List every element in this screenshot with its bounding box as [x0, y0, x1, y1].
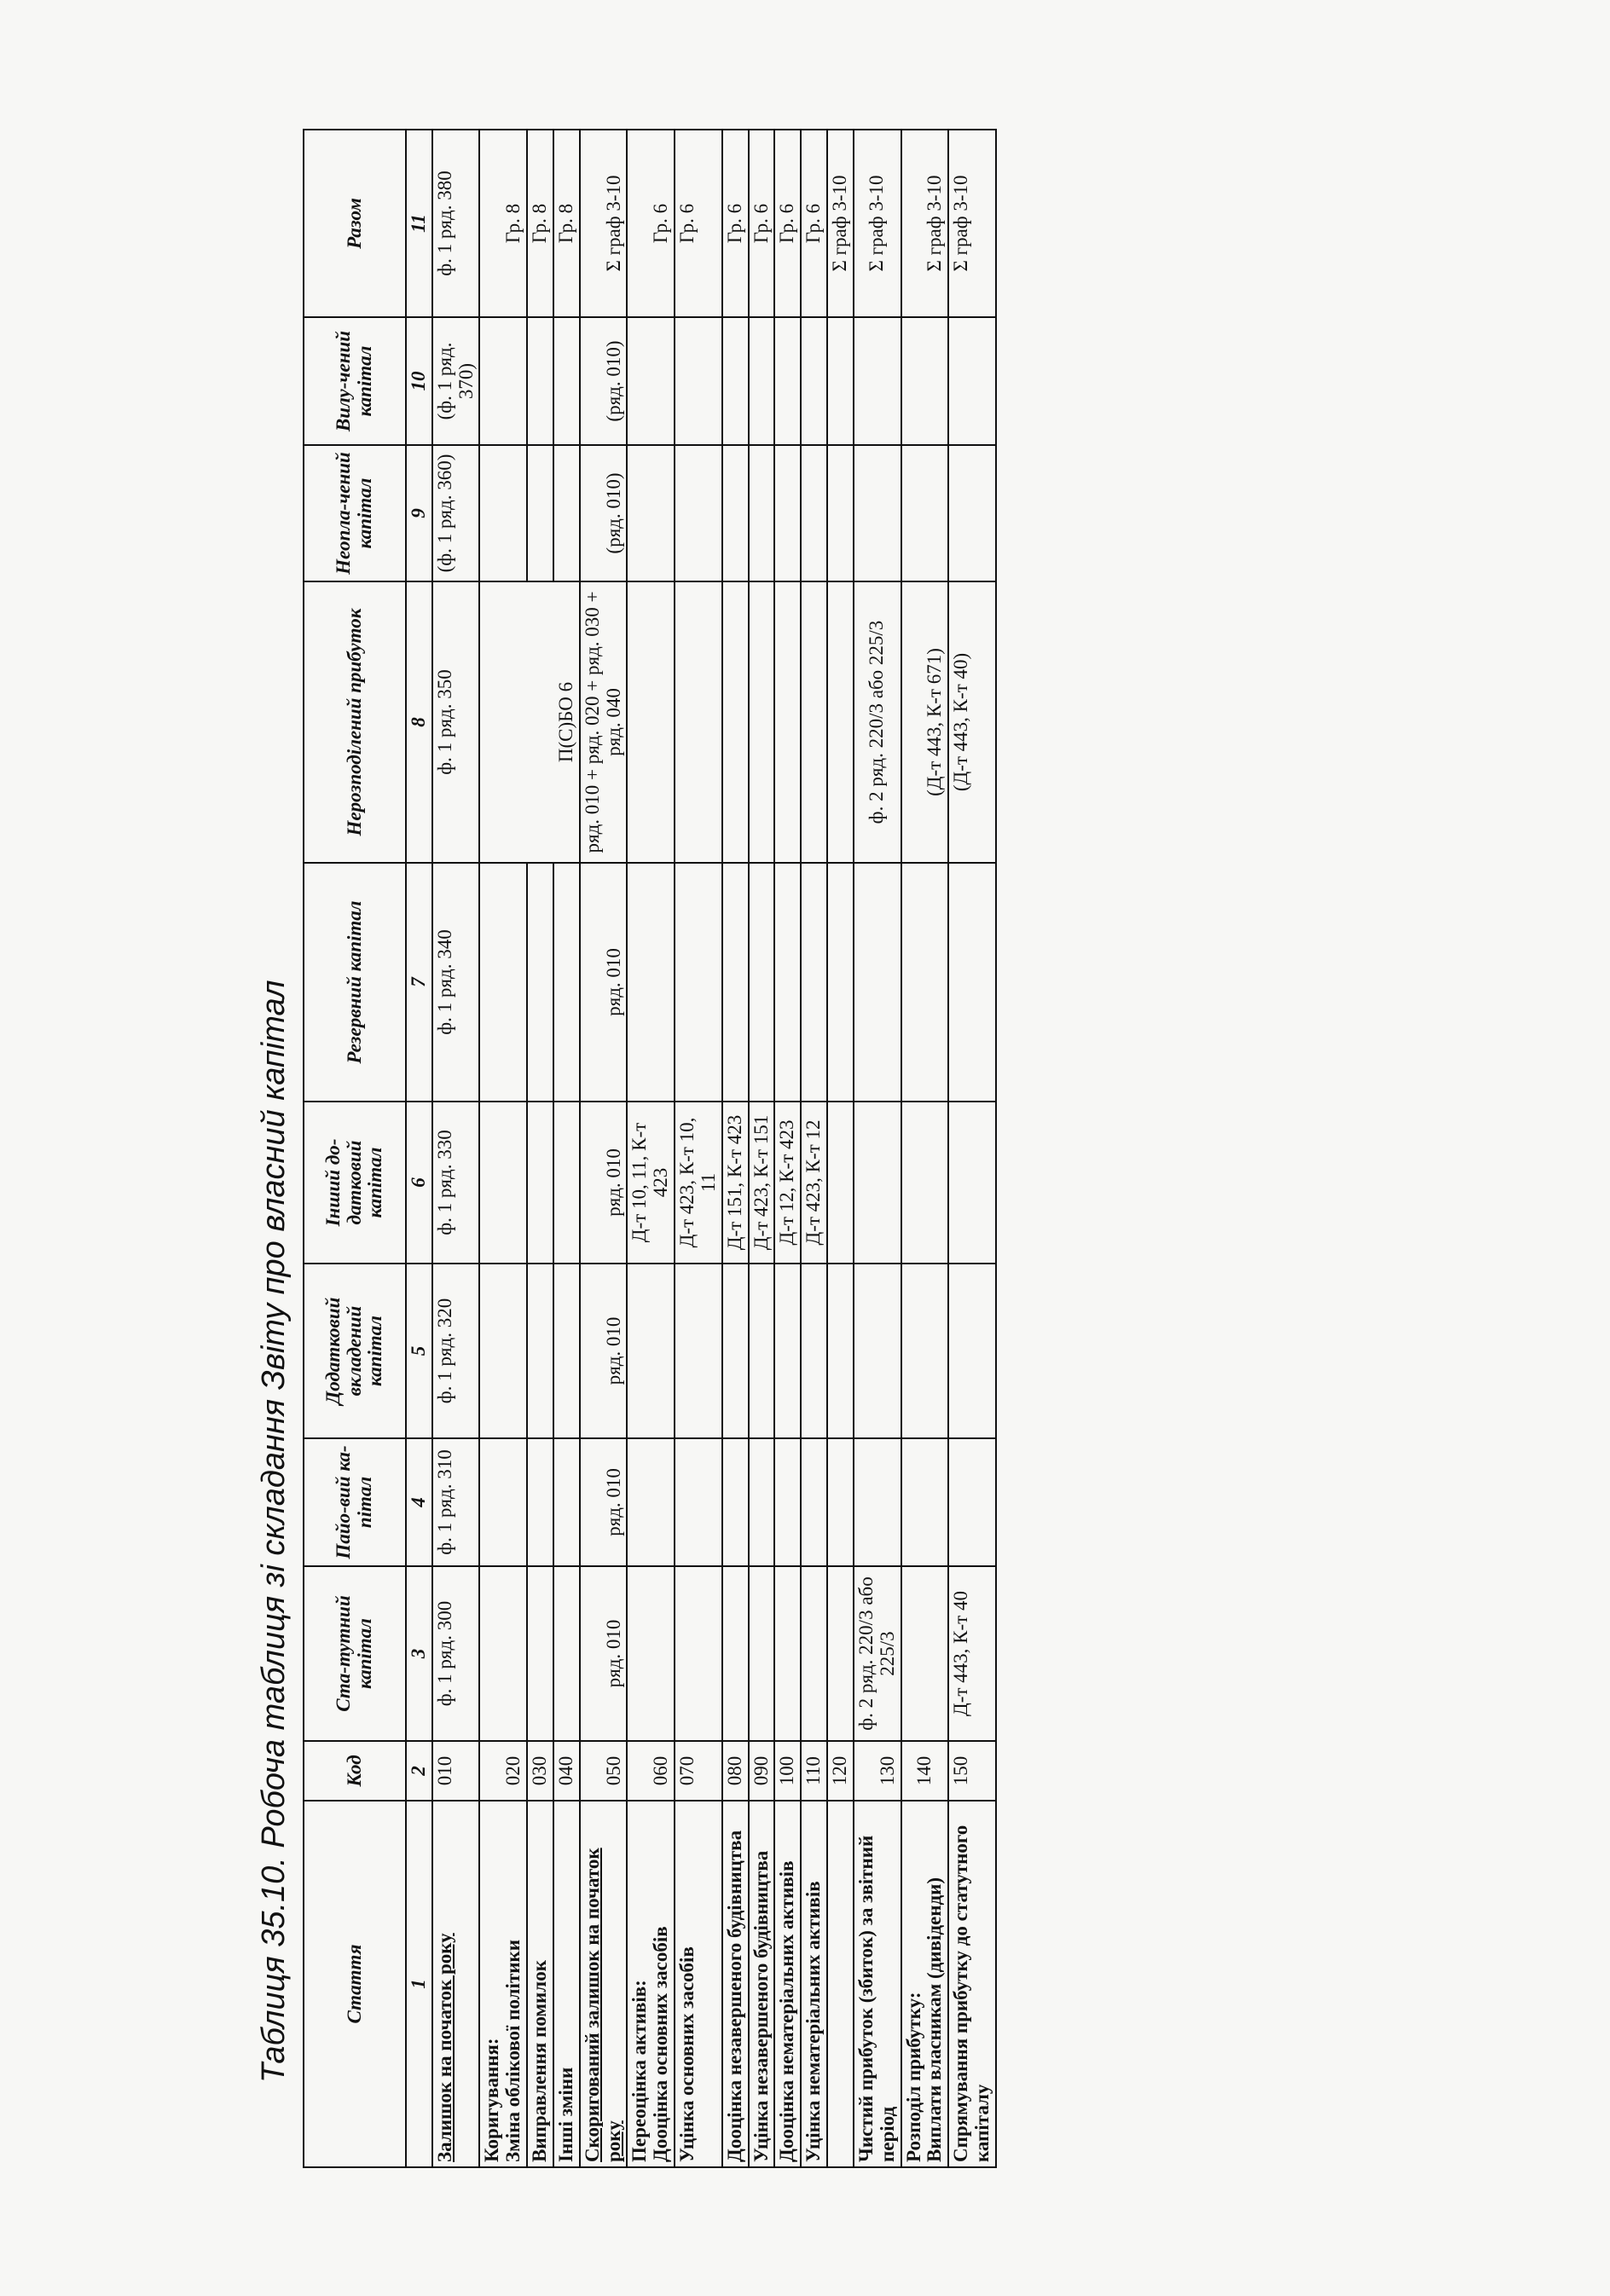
cell: ряд. 010	[580, 1102, 628, 1264]
cell	[749, 863, 775, 1102]
cell	[627, 1264, 675, 1438]
cell	[774, 317, 801, 445]
cell	[749, 1438, 775, 1566]
cell: ряд. 010 + ряд. 020 + ряд. 030 + ряд. 040	[580, 581, 628, 863]
cell	[479, 1264, 527, 1438]
cell	[749, 1566, 775, 1741]
cell	[722, 581, 749, 863]
cell	[553, 317, 580, 445]
header-other-additional: Інший до-датковий капітал	[304, 1102, 406, 1264]
cell	[627, 1438, 675, 1566]
cell	[774, 1566, 801, 1741]
cell	[774, 1438, 801, 1566]
table-row	[801, 130, 827, 2167]
cell	[479, 1102, 527, 1264]
cell: ф. 1 ряд. 380	[432, 130, 480, 317]
colnum: 11	[406, 130, 432, 317]
cell	[801, 1566, 827, 1741]
cell	[827, 863, 854, 1102]
cell	[801, 1264, 827, 1438]
cell: Гр. 8	[527, 130, 553, 317]
cell	[527, 863, 553, 1102]
row-article: Переоцінка активів: Дооцінка основних засобів	[627, 1801, 675, 2167]
cell: Д-т 12, К-т 423	[774, 1102, 801, 1264]
cell	[553, 1102, 580, 1264]
cell-psbo: П(С)БО 6	[479, 581, 579, 863]
cell	[827, 1566, 854, 1741]
table-row	[527, 130, 553, 2167]
row-code: 020	[479, 1741, 527, 1801]
table-row	[553, 130, 580, 2167]
row-article: Скоригований залишок на початок року	[580, 1801, 628, 2167]
cell: Д-т 151, К-т 423	[722, 1102, 749, 1264]
colnum: 1	[406, 1801, 432, 2167]
table-row	[774, 130, 801, 2167]
cell	[774, 445, 801, 581]
cell	[553, 445, 580, 581]
cell: ряд. 010	[580, 1438, 628, 1566]
row-code: 040	[553, 1741, 580, 1801]
cell	[749, 317, 775, 445]
cell: (Д-т 443, К-т 671)	[901, 581, 949, 863]
row-code: 080	[722, 1741, 749, 1801]
row-code: 060	[627, 1741, 675, 1801]
row-code: 120	[827, 1741, 854, 1801]
table-row	[722, 130, 749, 2167]
cell	[854, 863, 901, 1102]
cell: Σ граф 3-10	[948, 130, 996, 317]
cell: Д-т 423, К-т 12	[801, 1102, 827, 1264]
header-total: Разом	[304, 130, 406, 317]
table-row	[627, 130, 675, 2167]
cell	[801, 581, 827, 863]
cell: Гр. 6	[675, 130, 722, 317]
cell	[479, 1438, 527, 1566]
table-row	[479, 130, 527, 2167]
cell	[854, 1102, 901, 1264]
cell	[675, 445, 722, 581]
row-code: 090	[749, 1741, 775, 1801]
cell: Σ граф 3-10	[580, 130, 628, 317]
cell	[627, 863, 675, 1102]
row-code: 030	[527, 1741, 553, 1801]
cell	[722, 863, 749, 1102]
cell: Д-т 423, К-т 10, 11	[675, 1102, 722, 1264]
cell: Гр. 6	[722, 130, 749, 317]
cell	[675, 863, 722, 1102]
cell	[675, 317, 722, 445]
table-row	[749, 130, 775, 2167]
cell	[901, 1264, 949, 1438]
table-row	[580, 130, 628, 2167]
cell	[901, 863, 949, 1102]
row-code: 050	[580, 1741, 628, 1801]
cell	[774, 1264, 801, 1438]
cell: Д-т 443, К-т 40	[948, 1566, 996, 1741]
cell	[527, 317, 553, 445]
cell: Σ граф 3-10	[901, 130, 949, 317]
cell: ф. 1 ряд. 320	[432, 1264, 480, 1438]
cell: Гр. 8	[553, 130, 580, 317]
header-additional-paid: Додатковий вкладений капітал	[304, 1264, 406, 1438]
cell	[627, 317, 675, 445]
cell: Гр. 6	[801, 130, 827, 317]
equity-statement-table	[303, 129, 997, 2168]
cell	[553, 863, 580, 1102]
table-row	[675, 130, 722, 2167]
cell	[527, 1102, 553, 1264]
cell	[827, 1102, 854, 1264]
cell	[722, 317, 749, 445]
cell: Σ граф 3-10	[854, 130, 901, 317]
header-withdrawn: Вилу-чений капітал	[304, 317, 406, 445]
cell	[948, 1102, 996, 1264]
row-article: Уцінка нематеріальних активів	[801, 1801, 827, 2167]
cell	[553, 1264, 580, 1438]
cell	[901, 317, 949, 445]
cell	[479, 1566, 527, 1741]
cell	[827, 1438, 854, 1566]
cell	[774, 863, 801, 1102]
cell	[479, 445, 527, 581]
header-retained: Нерозподілений прибуток	[304, 581, 406, 863]
row-code: 010	[432, 1741, 480, 1801]
cell: (ф. 1 ряд. 370)	[432, 317, 480, 445]
cell	[948, 317, 996, 445]
row-article: Спрямування прибутку до статутного капіталу	[948, 1801, 996, 2167]
cell: ряд. 010	[580, 1264, 628, 1438]
row-code: 070	[675, 1741, 722, 1801]
header-code: Код	[304, 1741, 406, 1801]
cell: ф. 1 ряд. 330	[432, 1102, 480, 1264]
cell: (ряд. 010)	[580, 445, 628, 581]
cell	[749, 1264, 775, 1438]
cell: Гр. 8	[479, 130, 527, 317]
cell	[527, 445, 553, 581]
cell	[901, 445, 949, 581]
row-article: Виправлення помилок	[527, 1801, 553, 2167]
cell	[854, 445, 901, 581]
cell: Гр. 6	[774, 130, 801, 317]
table-row	[901, 130, 949, 2167]
table-row	[854, 130, 901, 2167]
cell	[675, 581, 722, 863]
cell: ряд. 010	[580, 1566, 628, 1741]
cell	[774, 581, 801, 863]
cell: Σ граф 3-10	[827, 130, 854, 317]
row-article: Уцінка незавершеного будівництва	[749, 1801, 775, 2167]
cell	[553, 1566, 580, 1741]
cell	[827, 445, 854, 581]
cell	[675, 1438, 722, 1566]
row-code: 130	[854, 1741, 901, 1801]
row-article: Уцінка основних засобів	[675, 1801, 722, 2167]
cell	[749, 581, 775, 863]
header-row	[304, 130, 406, 2167]
row-code: 150	[948, 1741, 996, 1801]
cell	[854, 1438, 901, 1566]
cell	[527, 1566, 553, 1741]
table-row	[827, 130, 854, 2167]
cell	[948, 1264, 996, 1438]
row-article: Дооцінка нематеріальних активів	[774, 1801, 801, 2167]
cell	[948, 1438, 996, 1566]
cell	[854, 317, 901, 445]
cell: (ф. 1 ряд. 360)	[432, 445, 480, 581]
header-unpaid: Неопла-чений капітал	[304, 445, 406, 581]
row-article: Інші зміни	[553, 1801, 580, 2167]
cell	[722, 1566, 749, 1741]
colnum: 8	[406, 581, 432, 863]
header-statutory: Ста-тутний капітал	[304, 1566, 406, 1741]
cell	[627, 581, 675, 863]
cell	[675, 1264, 722, 1438]
cell: Гр. 6	[627, 130, 675, 317]
cell: ф. 1 ряд. 310	[432, 1438, 480, 1566]
cell: ф. 1 ряд. 340	[432, 863, 480, 1102]
cell	[827, 581, 854, 863]
cell	[901, 1438, 949, 1566]
cell	[627, 1566, 675, 1741]
cell	[801, 317, 827, 445]
cell: Д-т 10, 11, К-т 423	[627, 1102, 675, 1264]
cell	[627, 445, 675, 581]
cell	[827, 1264, 854, 1438]
row-article: Коригування: Зміна облікової політики	[479, 1801, 527, 2167]
cell: ряд. 010	[580, 863, 628, 1102]
colnum: 3	[406, 1566, 432, 1741]
cell: ф. 2 ряд. 220/3 або 225/3	[854, 1566, 901, 1741]
cell	[854, 1264, 901, 1438]
table-row	[432, 130, 480, 2167]
cell	[722, 1264, 749, 1438]
colnum: 7	[406, 863, 432, 1102]
cell	[749, 445, 775, 581]
row-article: Чистий прибуток (збиток) за звітний період	[854, 1801, 901, 2167]
cell	[801, 445, 827, 581]
cell	[722, 445, 749, 581]
cell	[801, 1438, 827, 1566]
cell	[827, 317, 854, 445]
cell: (Д-т 443, К-т 40)	[948, 581, 996, 863]
cell: ф. 1 ряд. 350	[432, 581, 480, 863]
cell	[675, 1566, 722, 1741]
header-article: Стаття	[304, 1801, 406, 2167]
row-code: 110	[801, 1741, 827, 1801]
row-code: 100	[774, 1741, 801, 1801]
colnum: 9	[406, 445, 432, 581]
cell	[479, 317, 527, 445]
cell: ф. 2 ряд. 220/3 або 225/3	[854, 581, 901, 863]
cell: Д-т 423, К-т 151	[749, 1102, 775, 1264]
row-article	[827, 1801, 854, 2167]
cell	[527, 1264, 553, 1438]
cell: (ряд. 010)	[580, 317, 628, 445]
row-article: Залишок на початок року	[432, 1801, 480, 2167]
cell	[948, 863, 996, 1102]
row-code: 140	[901, 1741, 949, 1801]
colnum: 4	[406, 1438, 432, 1566]
colnum: 2	[406, 1741, 432, 1801]
cell	[901, 1566, 949, 1741]
column-number-row	[406, 130, 432, 2167]
cell	[527, 1438, 553, 1566]
header-reserve: Резервний капітал	[304, 863, 406, 1102]
table-title: Таблиця 35.10. Робоча таблиця зі складання Звіту про власний капітал	[256, 980, 292, 2083]
header-share: Пайо-вий ка-пітал	[304, 1438, 406, 1566]
colnum: 10	[406, 317, 432, 445]
cell: ф. 1 ряд. 300	[432, 1566, 480, 1741]
cell	[801, 863, 827, 1102]
table-row	[948, 130, 996, 2167]
cell	[901, 1102, 949, 1264]
colnum: 6	[406, 1102, 432, 1264]
cell: Гр. 6	[749, 130, 775, 317]
row-article: Дооцінка незавершеного будівництва	[722, 1801, 749, 2167]
cell	[479, 863, 527, 1102]
row-article: Розподіл прибутку: Виплати власникам (дивіденди)	[901, 1801, 949, 2167]
cell	[553, 1438, 580, 1566]
colnum: 5	[406, 1264, 432, 1438]
cell	[722, 1438, 749, 1566]
cell	[948, 445, 996, 581]
